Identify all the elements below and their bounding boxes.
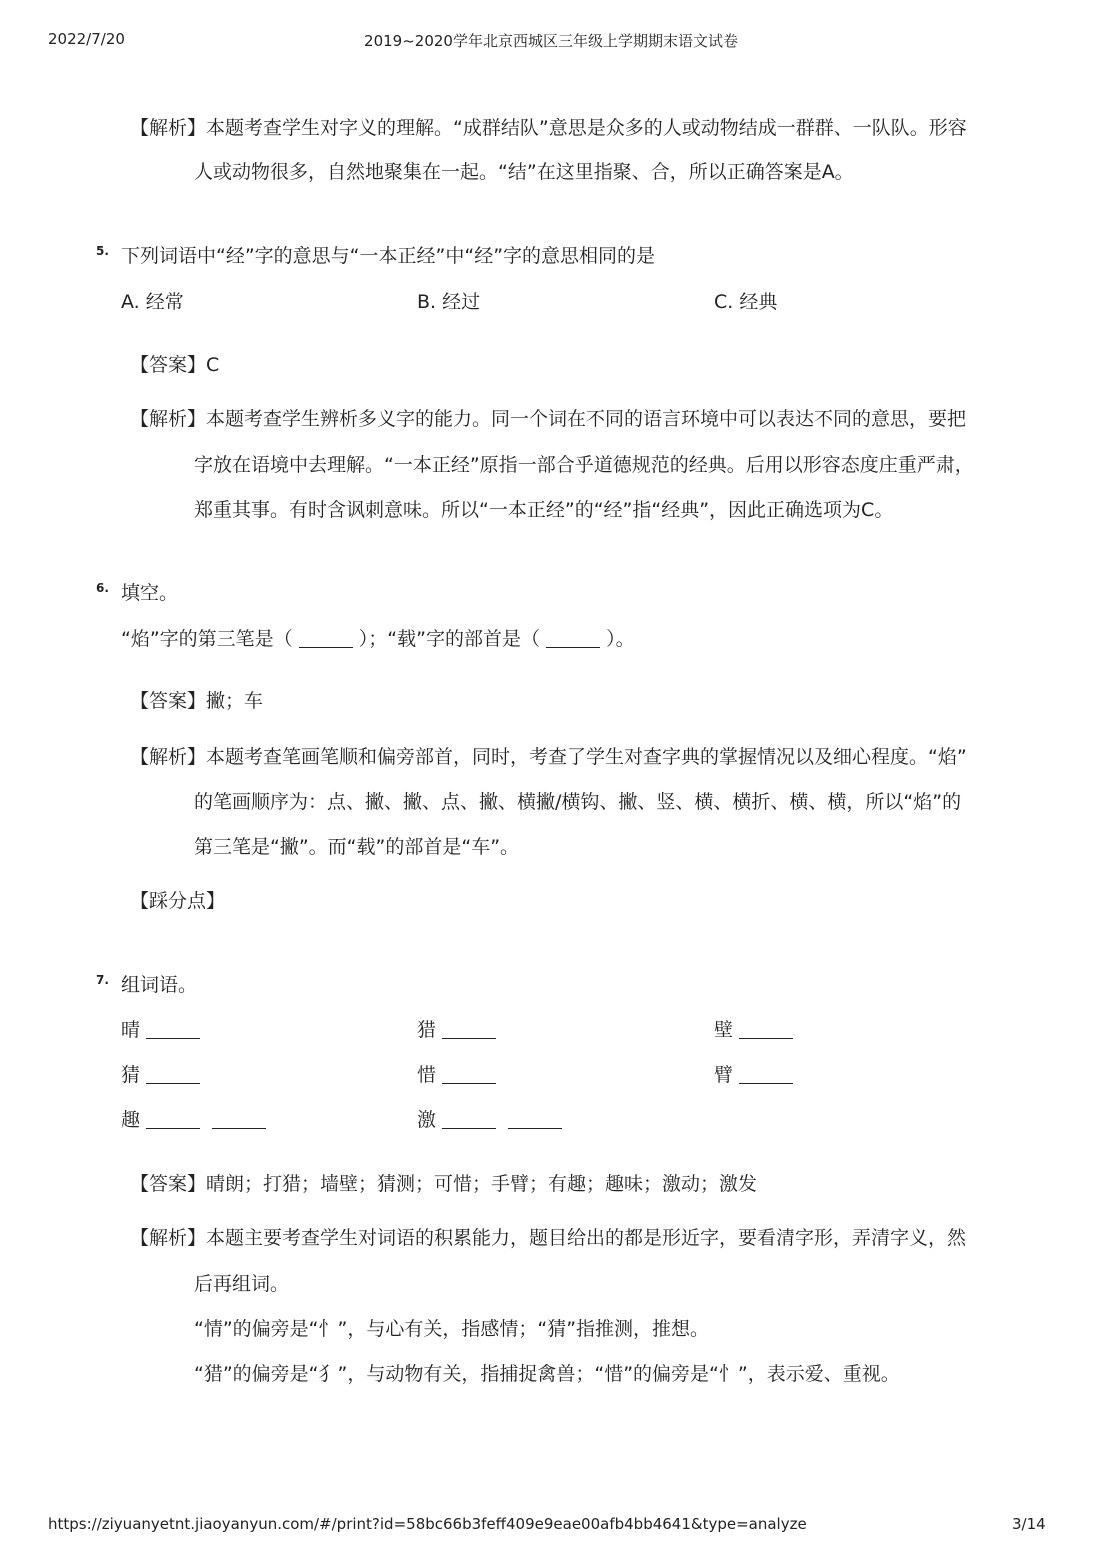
word-blank[interactable]: [442, 1108, 496, 1129]
answer-label: 【答案】: [130, 690, 207, 712]
q7-analysis-line2: 后再组词。: [194, 1273, 290, 1295]
q6-answer: 【答案】撇；车: [130, 690, 264, 712]
q5-option-c: C. 经典: [714, 291, 778, 313]
q7-analysis-line4: “猎”的偏旁是“犭”，与动物有关，指捕捉禽兽；“惜”的偏旁是“忄”，表示爱、重视。: [194, 1363, 900, 1385]
source-url: https://ziyuanyetnt.jiaoyanyun.com/#/print?id=58bc66b3feff409e9eae00afb4bb4641&type=analyze: [48, 1515, 807, 1533]
q5-option-b: B. 经过: [417, 291, 481, 313]
word-blank[interactable]: [739, 1018, 793, 1039]
analysis-label: 【解析】: [130, 117, 207, 139]
analysis-label: 【解析】: [130, 1227, 207, 1249]
word-blank[interactable]: [146, 1063, 200, 1084]
q7-item: 猎: [417, 1018, 496, 1042]
q7-number: 7.: [96, 973, 109, 987]
word-blank[interactable]: [442, 1018, 496, 1039]
q6-analysis-line3: 第三笔是“撇”。而“载”的部首是“车”。: [194, 836, 520, 858]
q6-analysis-line2: 的笔画顺序为：点、撇、撇、点、撇、横撇/横钩、撇、竖、横、横折、横、横，所以“焰”的: [194, 791, 962, 813]
word-blank[interactable]: [739, 1063, 793, 1084]
q5-analysis-line1: 【解析】本题考查学生辨析多义字的能力。同一个词在不同的语言环境中可以表达不同的意思，要把: [130, 408, 967, 430]
answer-label: 【答案】: [130, 1173, 207, 1195]
q5-option-a: A. 经常: [121, 291, 184, 313]
q5-answer: 【答案】C: [130, 354, 220, 376]
fill-blank[interactable]: [546, 627, 600, 648]
q6-number: 6.: [96, 581, 109, 595]
print-date: 2022/7/20: [48, 30, 125, 48]
q7-item: 猜: [121, 1063, 200, 1087]
analysis-label: 【解析】: [130, 408, 207, 430]
q7-item: 壁: [714, 1018, 793, 1042]
q4-analysis-line1: 【解析】本题考查学生对字义的理解。“成群结队”意思是众多的人或动物结成一群群、一队队。形容: [130, 117, 967, 139]
q7-analysis-line1: 【解析】本题主要考查学生对词语的积累能力，题目给出的都是形近字，要看清字形，弄清字义，然: [130, 1227, 967, 1249]
q7-item: 激: [417, 1108, 562, 1132]
analysis-label: 【解析】: [130, 746, 207, 768]
q6-scoring-points: 【踩分点】: [130, 890, 226, 912]
q5-number: 5.: [96, 244, 109, 258]
q5-analysis-line3: 郑重其事。有时含讽刺意味。所以“一本正经”的“经”指“经典”，因此正确选项为C。: [194, 499, 894, 521]
q7-answer: 【答案】晴朗；打猎；墙壁；猜测；可惜；手臂；有趣；趣味；激动；激发: [130, 1173, 758, 1195]
document-title: 2019~2020学年北京西城区三年级上学期期末语文试卷: [364, 32, 738, 50]
q7-item: 晴: [121, 1018, 200, 1042]
fill-blank[interactable]: [299, 627, 353, 648]
page-number: 3/14: [1012, 1515, 1046, 1533]
q5-analysis-line2: 字放在语境中去理解。“一本正经”原指一部合乎道德规范的经典。后用以形容态度庄重严肃，: [194, 454, 974, 476]
q7-stem: 组词语。: [121, 974, 198, 996]
q6-fill-line: “焰”字的第三笔是（ ）；“载”字的部首是（ ）。: [121, 628, 635, 650]
q7-item: 趣: [121, 1108, 266, 1132]
word-blank[interactable]: [508, 1108, 562, 1129]
answer-label: 【答案】: [130, 354, 207, 376]
q7-analysis-line3: “情”的偏旁是“忄”，与心有关，指感情；“猜”指推测，推想。: [194, 1318, 710, 1340]
q7-item: 臂: [714, 1063, 793, 1087]
word-blank[interactable]: [146, 1108, 200, 1129]
q5-stem: 下列词语中“经”字的意思与“一本正经”中“经”字的意思相同的是: [121, 245, 656, 267]
q6-stem: 填空。: [121, 582, 179, 604]
q4-analysis-line2: 人或动物很多，自然地聚集在一起。“结”在这里指聚、合，所以正确答案是A。: [194, 161, 854, 183]
word-blank[interactable]: [146, 1018, 200, 1039]
word-blank[interactable]: [212, 1108, 266, 1129]
q6-analysis-line1: 【解析】本题考查笔画笔顺和偏旁部首，同时，考查了学生对查字典的掌握情况以及细心程度。“焰”: [130, 746, 967, 768]
q7-item: 惜: [417, 1063, 496, 1087]
word-blank[interactable]: [442, 1063, 496, 1084]
